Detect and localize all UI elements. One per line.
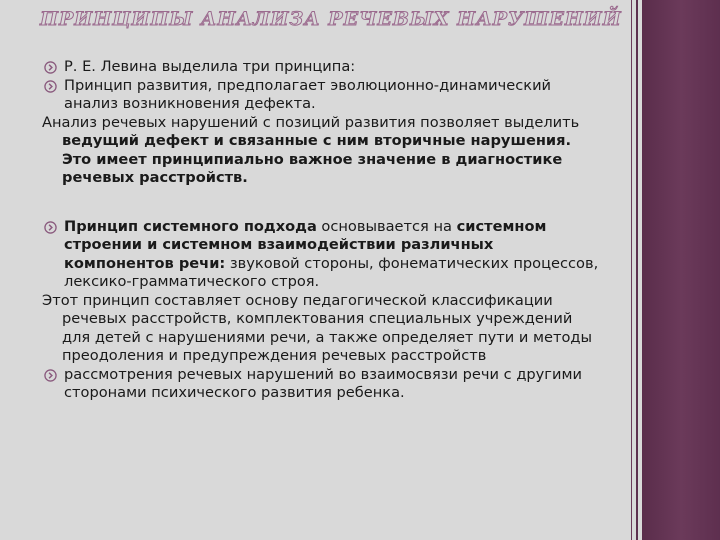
sidebar-divider-thin (631, 0, 632, 540)
paragraph (42, 292, 602, 366)
sidebar-divider (636, 0, 638, 540)
circled-chevron-icon (44, 221, 57, 234)
bullet-item (42, 58, 602, 77)
paragraph-text: Этот принцип составляет основу педагогической классификации речевых расстройств, комплектования специальных учреждений для детей с нарушениями речи, а также определяет пути и методы преодоления и предупреждения речевых расстройств (42, 291, 593, 364)
circled-chevron-icon (44, 80, 57, 93)
bullet-text: рассмотрения речевых нарушений во взаимосвязи речи с другими сторонами психического развития ребенка. (64, 365, 582, 401)
paragraph-text: Анализ речевых нарушений с позиций развития позволяет выделить (42, 113, 580, 131)
bullet-text: Р. Е. Левина выделила три принципа: (64, 58, 356, 75)
bullet-item (42, 77, 602, 114)
paragraph-bold-text: ведущий дефект и связанные с ним вторичные нарушения. Это имеет принципиально важное значение в диагностике речевых расстройств. (62, 132, 572, 186)
bullet-item (42, 218, 602, 292)
bullet-bold-text: Принцип системного подхода (64, 217, 317, 235)
circled-chevron-icon (44, 61, 57, 74)
bullet-bold-text: системном строении и системном взаимодействии различных компонентов речи: (64, 217, 547, 272)
bullet-text: основывается на (316, 217, 457, 235)
decorative-sidebar (642, 0, 720, 540)
circled-chevron-icon (44, 369, 57, 382)
paragraph (42, 114, 602, 188)
slide-body (42, 58, 602, 403)
bullet-text: звуковой стороны, фонематических процессов, лексико-грамматического строя. (64, 254, 599, 290)
bullet-text: Принцип развития, предполагает эволюционно-динамический анализ возникновения дефекта. (64, 76, 552, 112)
slide-title: ПРИНЦИПЫ АНАЛИЗА РЕЧЕВЫХ НАРУШЕНИЙ (40, 8, 622, 30)
spacer (42, 188, 602, 218)
bullet-item (42, 366, 602, 403)
